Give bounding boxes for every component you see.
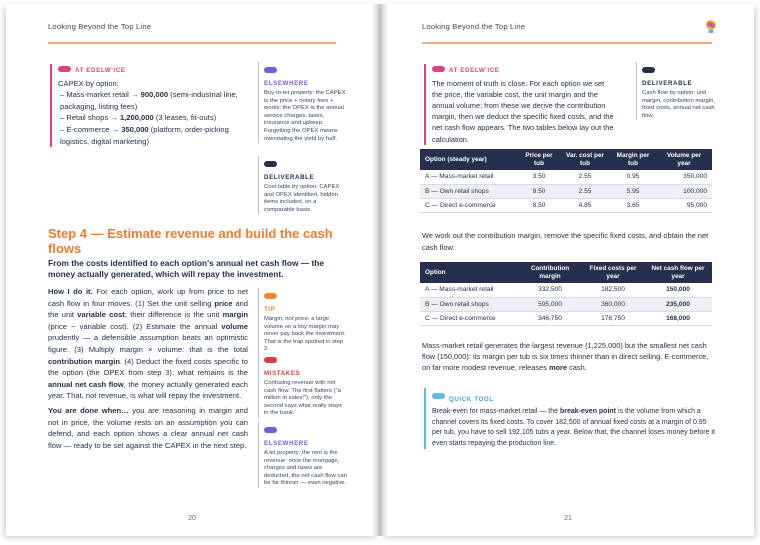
tool-badge-icon [432,393,445,399]
how-i-do-it-paragraph: How I do it. For each option, work up from price to net cash flow in four moves. (1) Set the unit selling price and the unit variable cost; their difference is the unit margin (price − variable cost). (2) Estimate the annual volume prudently — a defensible assumption beats an optimistic figure. (3) Multiply margin × volume: that is the total contribution margin. (4) Deduct the fixed costs specific to the option (the OPEX from step 3): what remains is the annual net cash flow, the money actually generated each year. That, not revenue, is what will repay the investment. [48,287,249,401]
conclusion-paragraph: Mass-market retail generates the largest revenue (1,225,000) but the smallest net cash flow (150,000): its margin per tub is six times thinner than in direct selling. E-commerce, on far more modest revenue, releases more cash. [422,341,709,373]
arrow-badge-icon [264,427,277,433]
lightbulb-icon [705,19,717,35]
column-header: Volume per year [656,149,712,170]
callout-tag: AT EDELW'ICE [75,67,126,74]
edelwice-callout [50,64,250,147]
callout-badge-icon [432,66,445,72]
column-header: Net cash flow per year [644,262,712,283]
sidenote-tag: TIP [264,306,276,313]
quick-tool-text: Break-even for mass-market retail — the break-even point is the volume from which a channel covers its fixed costs. To cover 182,500 of annual fixed costs at a margin of 0.95 per tub, you have to sell 192,105 tubs a year. Below that, the channel loses money before it even starts repaying the production line. [432,408,715,447]
quick-tool-callout [424,388,716,449]
sidenote-text: A let property: the rent is the revenue; once the mortgage, charges and taxes are deducted, the net cash flow can be far thinner — even negative. [264,450,347,487]
capex-item: – Mass-market retail → 900,000 (semi-industrial line, packaging, listing fees) [60,90,238,111]
running-header: Looking Beyond the Top Line [422,22,526,31]
deliverable-sidenote [636,62,726,120]
between-tables-text: We work out the contribution margin, remove the specific fixed costs, and obtain the net cash flow: [422,231,709,252]
left-page [6,4,378,536]
table-row: B — Own retail shops 8.50 2.55 5.95 100,000 [420,184,712,198]
warning-badge-icon [264,357,277,363]
net-cash-flow-table [420,262,712,326]
table-header-row [420,262,712,283]
column-header: Var. cost per tub [560,149,610,170]
done-when-paragraph: You are done when… you are reasoning in margin and not in price, the volume rests on an assumption you can defend, and each option shows a clear annual net cash flow — ready to be set against the CAPEX in the next step. [48,405,248,450]
sidenote-text: Confusing revenue with net cash flow. The first flatters ("a million in sales!"); only the second says what really stays in the bank. [264,380,342,417]
table-row: C — Direct e-commerce 8.50 4.85 3.65 95,000 [420,198,712,212]
callout-badge-icon [58,66,71,72]
column-header: Option (steady year) [420,149,518,170]
step-heading: Step 4 — Estimate revenue and build the cash flows [48,226,333,256]
sidenote-text: Buy-to-let property: the CAPEX is the price + notary fees + works; the OPEX is the annual service charges, taxes, insurance and upkeep. Forgetting the OPEX means overstating the yield by half. [264,90,346,142]
capex-item: – Retail shops → 1,200,000 (3 leases, fit-outs) [60,113,217,123]
column-header: Price per tub [518,149,560,170]
sidenote-tag: MISTAKES [264,370,301,377]
page-number: 20 [188,515,196,522]
deliverable-sidenote [258,156,348,214]
column-header: Contribution margin [518,262,582,283]
elsewhere-sidenote-top [258,62,348,143]
page-number: 21 [564,515,572,522]
step-subheading: From the costs identified to each option's annual net cash flow — the money actually generated, which will repay the investment. [48,258,325,279]
callout-text: The moment of truth is close. For each option we set the price, the variable cost, the unit margin and the annual volume; from these we derive the contribution margin, then we deduct the specific fixed costs, and the net cash flow appears. The two tables below lay out the calculation. [432,78,614,144]
sidenote-tag: ELSEWHERE [264,80,309,87]
sidenote-tag: ELSEWHERE [264,440,309,447]
mistakes-sidenote [258,352,348,418]
column-header: Fixed costs per year [582,262,644,283]
sidenote-tag: DELIVERABLE [264,174,315,181]
info-badge-icon [264,293,277,299]
check-badge-icon [264,161,277,167]
open-book [6,4,754,536]
table-row: A — Mass-market retail 332,500 182,500 150,000 [420,283,712,297]
sidenote-text: Cash flow by option: unit margin, contribution margin, fixed costs, annual net cash flow. [642,90,716,119]
table-header-row [420,149,712,170]
arrow-badge-icon [264,67,277,73]
book-spine-shadow [372,4,388,536]
running-header: Looking Beyond the Top Line [48,22,152,31]
column-header: Margin per tub [610,149,656,170]
table-row: B — Own retail shops 595,000 360,000 235,000 [420,297,712,311]
header-rule [422,42,712,44]
table-row: A — Mass-market retail 3.50 2.55 0.95 350,000 [420,170,712,184]
table-row: C — Direct e-commerce 346,750 178,750 168,000 [420,311,712,325]
sidenote-text: Margin, not price: a large volume on a tiny margin may never pay back the investment. That is the trap spotted in step 2. [264,316,346,353]
sidenote-tag: DELIVERABLE [642,80,693,87]
capex-item: – E-commerce → 350,000 (platform, order-picking logistics, digital marketing) [60,124,229,146]
callout-intro: CAPEX by option: [58,78,119,88]
right-page [382,4,754,536]
edelwice-callout [424,64,614,145]
callout-tag: AT EDELW'ICE [449,67,500,74]
sidenote-text: Cost table by option: CAPEX and OPEX identified, hidden items included, on a comparable basis. [264,184,340,213]
header-rule [48,42,336,44]
callout-tag: QUICK TOOL [449,396,494,403]
column-header: Option [420,262,518,283]
tip-sidenote [258,288,348,354]
elsewhere-sidenote-bottom [258,422,348,488]
unit-economics-table [420,149,712,213]
check-badge-icon [642,67,655,73]
left-body-column [48,286,248,454]
